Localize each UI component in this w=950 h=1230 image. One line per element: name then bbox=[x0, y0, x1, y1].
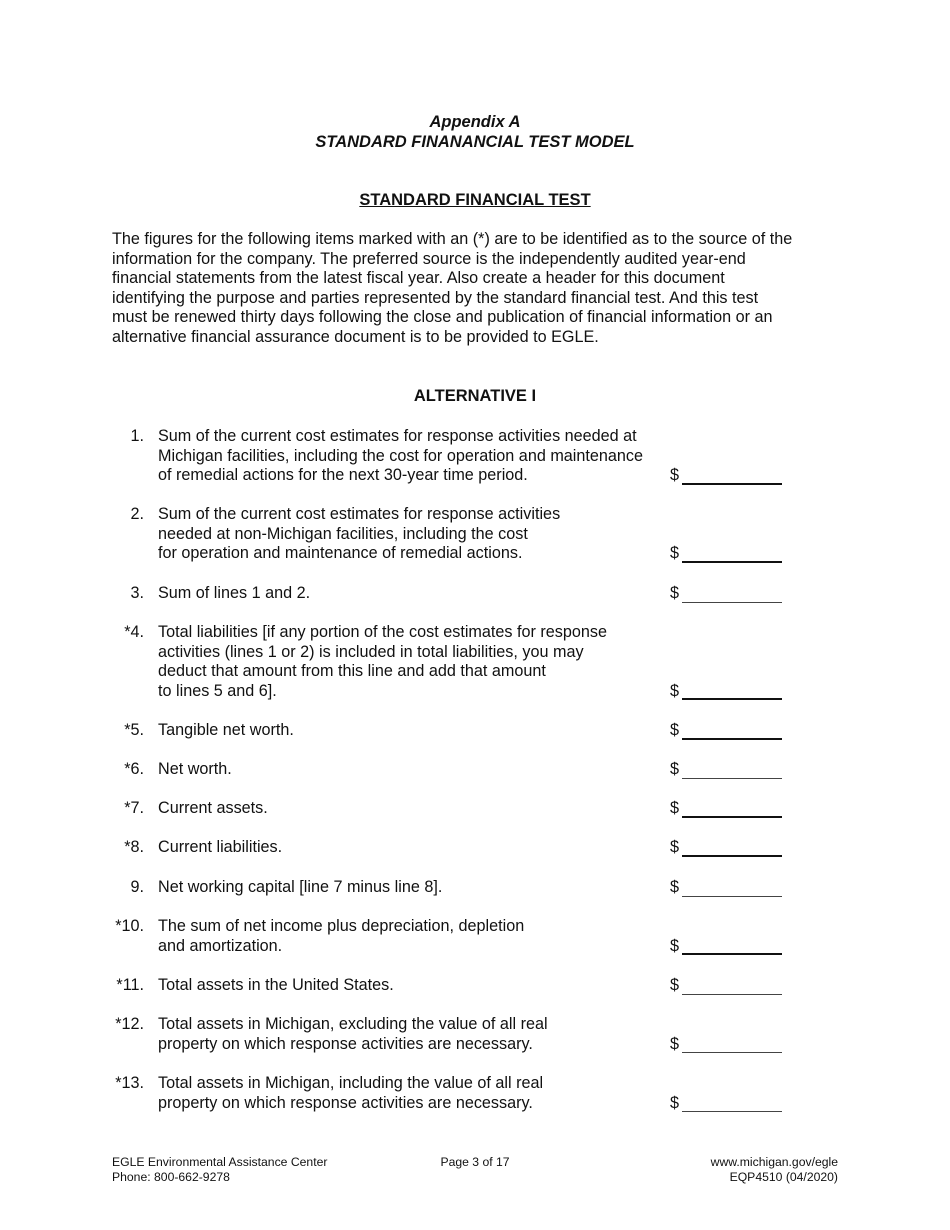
dollar-sign: $ bbox=[670, 976, 680, 994]
line-item-number: *5. bbox=[124, 721, 144, 739]
line-item-description bbox=[158, 799, 678, 819]
amount-field-12[interactable] bbox=[670, 1035, 783, 1055]
section-title: STANDARD FINANCIAL TEST bbox=[359, 191, 591, 209]
page-number: Page 3 of 17 bbox=[440, 1155, 510, 1169]
line-item-number: *10. bbox=[115, 917, 144, 935]
intro-line: identifying the purpose and parties represented by the standard financial test. And this test bbox=[112, 288, 759, 307]
amount-field-13[interactable] bbox=[670, 1094, 783, 1114]
amount-field-2[interactable] bbox=[670, 544, 783, 564]
amount-field-11[interactable] bbox=[670, 976, 783, 996]
intro-paragraph bbox=[112, 230, 842, 348]
line-item-description bbox=[158, 1074, 678, 1113]
amount-field-8[interactable] bbox=[670, 838, 783, 858]
line-item-text: and amortization. bbox=[158, 936, 283, 955]
dollar-sign: $ bbox=[670, 1034, 680, 1053]
amount-field-10[interactable] bbox=[670, 937, 783, 957]
amount-field-9[interactable] bbox=[670, 878, 783, 898]
line-item-number: *8. bbox=[124, 838, 144, 856]
amount-value[interactable] bbox=[682, 483, 782, 485]
dollar-sign: $ bbox=[670, 544, 680, 563]
line-item-description bbox=[158, 623, 678, 701]
line-item-number: *13. bbox=[115, 1074, 144, 1092]
amount-value[interactable] bbox=[682, 1052, 782, 1053]
amount-field-7[interactable] bbox=[670, 799, 783, 819]
intro-line: information for the company. The preferred source is the independently audited year-end bbox=[112, 249, 746, 268]
amount-field-5[interactable] bbox=[670, 721, 783, 741]
line-item-text: deduct that amount from this line and add that amount bbox=[158, 662, 546, 681]
line-item-text: Total liabilities [if any portion of the cost estimates for response bbox=[158, 623, 607, 641]
line-item-description bbox=[158, 760, 678, 780]
dollar-sign: $ bbox=[670, 1093, 680, 1112]
alternative-title: ALTERNATIVE I bbox=[413, 387, 537, 405]
dollar-sign: $ bbox=[670, 838, 680, 856]
footer-form-id: EQP4510 (04/2020) bbox=[729, 1169, 838, 1184]
dollar-sign: $ bbox=[670, 936, 680, 955]
line-item-text: Total assets in the United States. bbox=[158, 976, 394, 994]
line-item-description bbox=[158, 976, 678, 996]
dollar-sign: $ bbox=[670, 721, 680, 739]
dollar-sign: $ bbox=[670, 799, 680, 817]
line-item-description bbox=[158, 721, 678, 741]
line-item-description bbox=[158, 917, 678, 956]
dollar-sign: $ bbox=[670, 584, 680, 602]
line-item-number: 1. bbox=[130, 427, 144, 445]
footer-website[interactable]: www.michigan.gov/egle bbox=[710, 1155, 838, 1169]
line-item-text: Tangible net worth. bbox=[158, 721, 294, 739]
line-item-number: *12. bbox=[115, 1015, 144, 1033]
line-item-text: Michigan facilities, including the cost for operation and maintenance bbox=[158, 446, 644, 465]
dollar-sign: $ bbox=[670, 878, 680, 896]
line-item-description bbox=[158, 1015, 678, 1054]
amount-value[interactable] bbox=[682, 855, 782, 857]
amount-value[interactable] bbox=[682, 994, 782, 995]
appendix-header bbox=[0, 112, 950, 152]
line-item-number: *11. bbox=[116, 976, 144, 994]
footer-phone: Phone: 800-662-9278 bbox=[112, 1169, 230, 1184]
line-item-number: *7. bbox=[124, 799, 144, 817]
amount-value[interactable] bbox=[682, 602, 782, 603]
line-item-text: for operation and maintenance of remedial actions. bbox=[158, 544, 523, 563]
line-item-description bbox=[158, 878, 678, 898]
dollar-sign: $ bbox=[670, 681, 680, 700]
amount-value[interactable] bbox=[682, 561, 782, 563]
line-item-text: Current assets. bbox=[158, 799, 268, 817]
amount-value[interactable] bbox=[682, 816, 782, 818]
amount-value[interactable] bbox=[682, 738, 782, 740]
amount-field-1[interactable] bbox=[670, 466, 783, 486]
line-item-number: 3. bbox=[130, 584, 144, 602]
line-item-text: Net worth. bbox=[158, 760, 232, 778]
footer-org: EGLE Environmental Assistance Center bbox=[112, 1155, 328, 1169]
line-item-text: Sum of lines 1 and 2. bbox=[158, 584, 311, 602]
line-item-description bbox=[158, 838, 678, 858]
line-item-description bbox=[158, 505, 678, 564]
line-item-number: 9. bbox=[130, 878, 144, 896]
amount-field-6[interactable] bbox=[670, 760, 783, 780]
line-item-text: property on which response activities are necessary. bbox=[158, 1034, 533, 1053]
amount-field-4[interactable] bbox=[670, 682, 783, 702]
line-item-text: property on which response activities are necessary. bbox=[158, 1093, 533, 1112]
line-item-number: *4. bbox=[124, 623, 144, 641]
amount-value[interactable] bbox=[682, 896, 782, 897]
line-item-text: Sum of the current cost estimates for response activities bbox=[158, 505, 561, 523]
line-item-text: Total assets in Michigan, including the value of all real bbox=[158, 1074, 544, 1092]
line-item-text: activities (lines 1 or 2) is included in total liabilities, you may bbox=[158, 642, 584, 661]
intro-line: must be renewed thirty days following the close and publication of financial information or an bbox=[112, 308, 773, 327]
line-item-text: to lines 5 and 6]. bbox=[158, 681, 277, 700]
dollar-sign: $ bbox=[670, 760, 680, 778]
model-title: STANDARD FINANANCIAL TEST MODEL bbox=[315, 133, 635, 151]
amount-value[interactable] bbox=[682, 778, 782, 779]
line-item-description bbox=[158, 427, 678, 486]
amount-value[interactable] bbox=[682, 953, 782, 955]
footer-right bbox=[711, 1155, 838, 1184]
dollar-sign: $ bbox=[670, 466, 680, 485]
line-item-text: Total assets in Michigan, excluding the value of all real bbox=[158, 1015, 548, 1033]
line-item-text: Sum of the current cost estimates for response activities needed at bbox=[158, 427, 637, 445]
amount-field-3[interactable] bbox=[670, 584, 783, 604]
amount-value[interactable] bbox=[682, 698, 782, 700]
line-item-number: *6. bbox=[124, 760, 144, 778]
line-item-text: needed at non-Michigan facilities, including the cost bbox=[158, 524, 528, 543]
line-item-number: 2. bbox=[130, 505, 144, 523]
intro-line: financial statements from the latest fiscal year. Also create a header for this document bbox=[112, 269, 725, 288]
intro-line: The figures for the following items marked with an (*) are to be identified as to the source of the bbox=[112, 230, 793, 248]
line-item-text: Net working capital [line 7 minus line 8]. bbox=[158, 878, 443, 896]
line-item-text: Current liabilities. bbox=[158, 838, 283, 856]
line-item-text: The sum of net income plus depreciation, depletion bbox=[158, 917, 525, 935]
appendix-label: Appendix A bbox=[429, 113, 521, 131]
intro-line: alternative financial assurance document is to be provided to EGLE. bbox=[112, 327, 599, 346]
line-item-description bbox=[158, 584, 678, 604]
line-item-text: of remedial actions for the next 30-year time period. bbox=[158, 466, 528, 485]
amount-value[interactable] bbox=[682, 1111, 782, 1112]
